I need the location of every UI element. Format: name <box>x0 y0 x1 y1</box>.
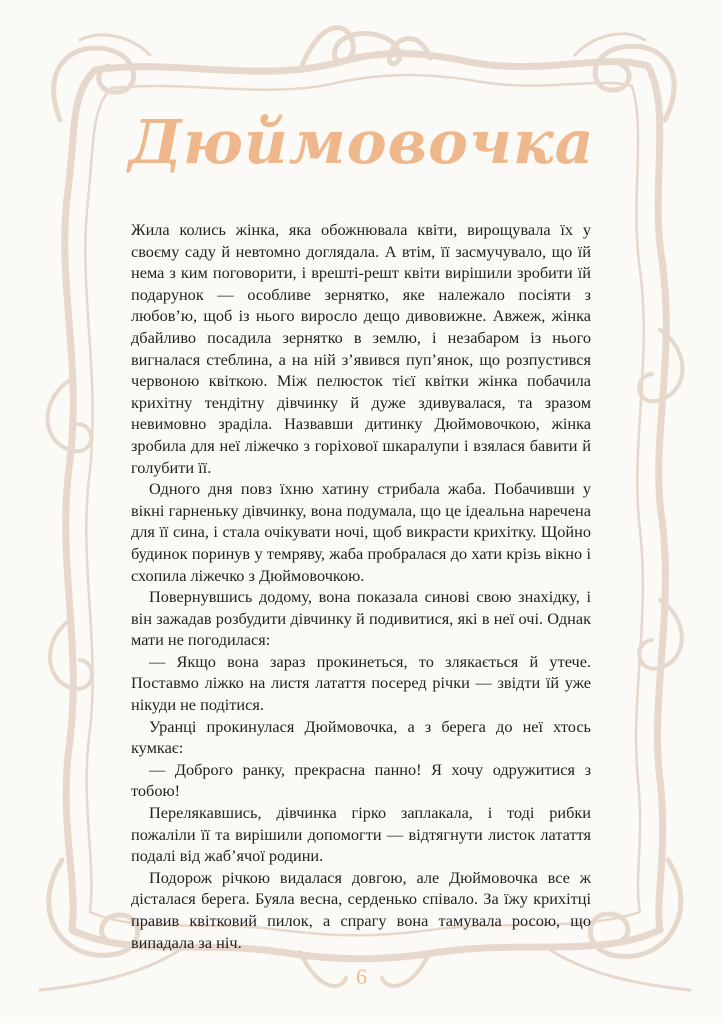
paragraph: Жила колись жінка, яка обожнювала квіти, вирощувала їх у своєму саду й невтомно доглядала. А втім, її засмучувало, що їй нема з ким поговорити, і врешті-решт квіти вирішили зробити їй подарунок — особливе зернятко, яке належало посіяти з любов’ю, щоб із нього виросло дещо дивовижне. Авжеж, жінка дбайливо посадила зернятко в землю, і незабаром із нього вигналася стеблина, а на ній з’явився пуп’янок, що розпустився червоною квіткою. Між пелюсток тієї квітки жінка побачила крихітну тендітну дівчинку й дуже здивувалася, та зразом невимовно зраділа. Назвавши дитинку Дюймовочкою, жінка зробила для неї ліжечко з горіхової шкаралупи і взялася бавити й голубити її. <box>131 220 591 477</box>
paragraph: Перелякавшись, дівчинка гірко заплакала, і тоді рибки пожаліли її та вирішили допомогти — відтягнути листок латаття подалі від жаб’ячої родини. <box>131 803 591 866</box>
story-text <box>131 219 591 953</box>
paragraph: Подорож річкою видалася довгою, але Дюймовочка все ж дісталася берега. Буяла весна, серденько співало. За їжу крихітці правив квітковий пилок, а спрагу вона тамувала росою, що випадала за ніч. <box>131 867 591 952</box>
paragraph: Повернувшись додому, вона показала синові свою знахідку, і він зажадав розбудити дівчинку й подивитися, які в неї очі. Однак мати не погодилася: <box>131 587 591 650</box>
page-title: Дюймовочка <box>128 108 595 178</box>
paragraph: — Доброго ранку, прекрасна панно! Я хочу одружитися з тобою! <box>131 759 591 801</box>
paragraph: Уранці прокинулася Дюймовочка, а з берега до неї хтось кумкає: <box>131 716 591 758</box>
page-number: 6 <box>356 964 367 989</box>
paragraph: — Якщо вона зараз прокинеться, то злякається й утече. Поставмо ліжко на листя латаття посеред річки — звідти їй уже нікуди не подітися. <box>131 651 591 715</box>
paragraph: Одного дня повз їхню хатину стрибала жаба. Побачивши у вікні гарненьку дівчинку, вона подумала, що це ідеальна наречена для її сина, і стала очікувати ночі, щоб викрасти крихітку. Щойно будинок поринув у темряву, жаба пробралася до хати крізь вікно і схопила ліжечко з Дюймовочкою. <box>131 479 591 585</box>
